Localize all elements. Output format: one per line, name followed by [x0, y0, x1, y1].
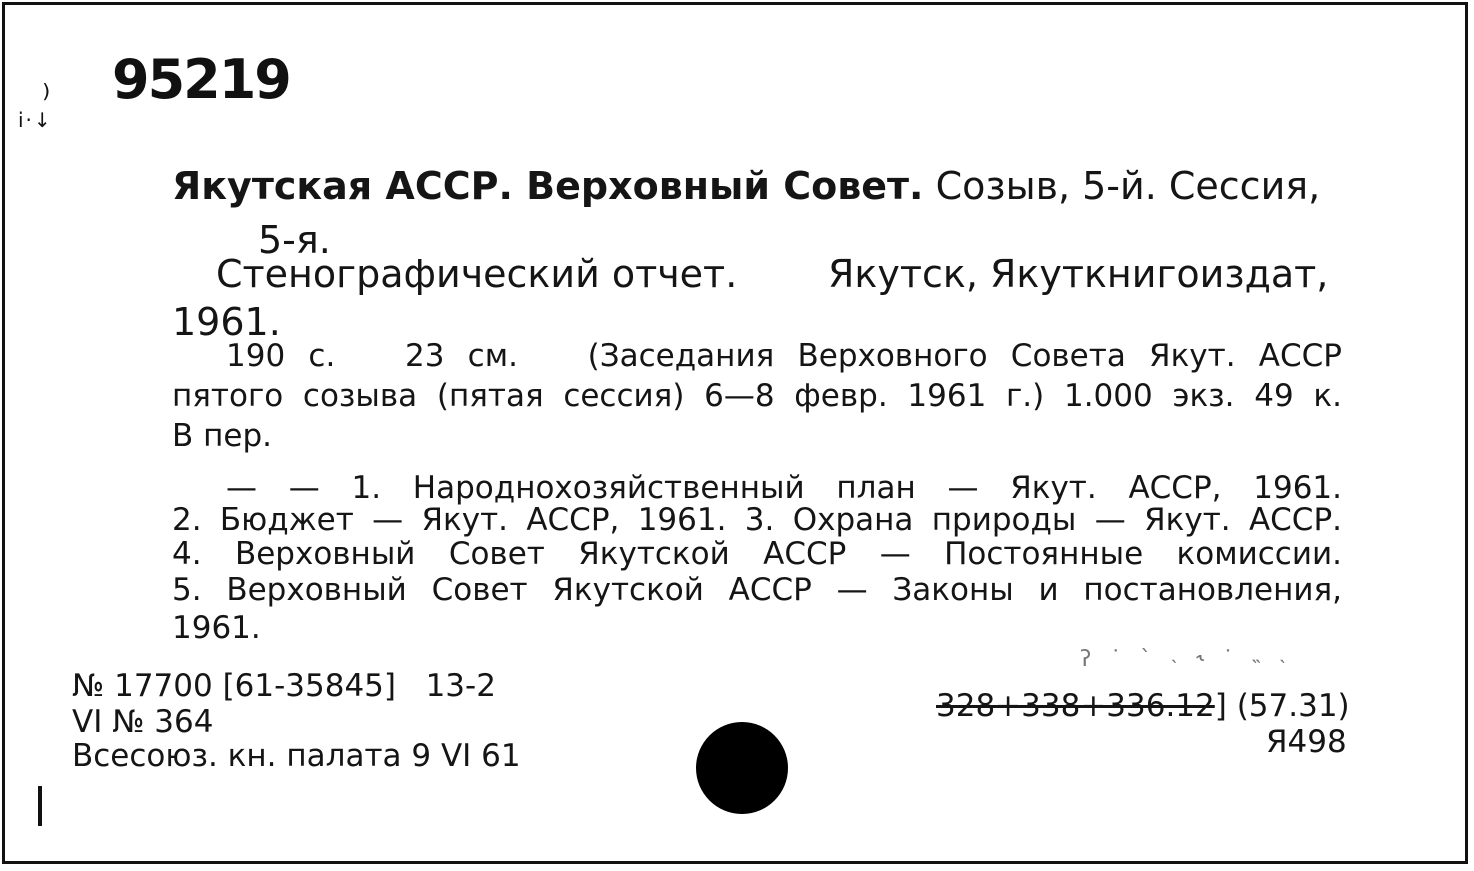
- punch-hole: [696, 722, 788, 814]
- edge-mark: [38, 786, 42, 826]
- heading-series: Созыв, 5-й. Сессия,: [935, 164, 1321, 208]
- classification-rest: ] (57.31): [1214, 688, 1350, 724]
- pencil-scribble: ʔ ˙ ˋ ˴ ˞ ˙ ˵ ˴: [1080, 647, 1293, 672]
- binding-note: В пер.: [172, 418, 272, 454]
- classification-index: [936, 688, 1350, 724]
- subject-line-3: 4. Верховный Совет Якутской АССР — Постоянные комиссии.: [172, 536, 1342, 572]
- subject-line-2: 2. Бюджет — Якут. АССР, 1961. 3. Охрана природы — Якут. АССР.: [172, 502, 1342, 538]
- heading-line: [172, 164, 1342, 208]
- pencil-mark: ⁾: [42, 78, 51, 118]
- subject-line-5: 1961.: [172, 610, 261, 646]
- title-text: Стенографический отчет.: [216, 252, 738, 296]
- heading-author: Якутская АССР. Верховный Совет.: [172, 164, 924, 208]
- subject-line-4: 5. Верховный Совет Якутской АССР — Законы и постановления,: [172, 572, 1342, 608]
- heading-continuation: 5-я.: [258, 218, 331, 262]
- stamp-mark: ⅰ·↓: [18, 108, 53, 132]
- imprint-year: 1961.: [172, 300, 281, 344]
- shelf-mark: Я498: [1266, 724, 1347, 760]
- series-note-line: пятого созыва (пятая сессия) 6—8 февр. 1961 г.) 1.000 экз. 49 к.: [172, 378, 1342, 414]
- chamber-note: Всесоюз. кн. палата 9 VI 61: [72, 738, 521, 774]
- catalog-number: 95219: [112, 48, 290, 111]
- registration-number: № 17700 [61-35845] 13-2: [72, 668, 496, 704]
- imprint-text: Якутск, Якуткнигоиздат,: [828, 252, 1329, 296]
- classification-struck: 328+338+336.12: [936, 688, 1215, 724]
- volume-number: VI № 364: [72, 704, 214, 740]
- subject-line-1: — — 1. Народнохозяйственный план — Якут. АССР, 1961.: [226, 470, 1342, 506]
- collation-line: 190 с. 23 см. (Заседания Верховного Совета Якут. АССР: [226, 338, 1342, 374]
